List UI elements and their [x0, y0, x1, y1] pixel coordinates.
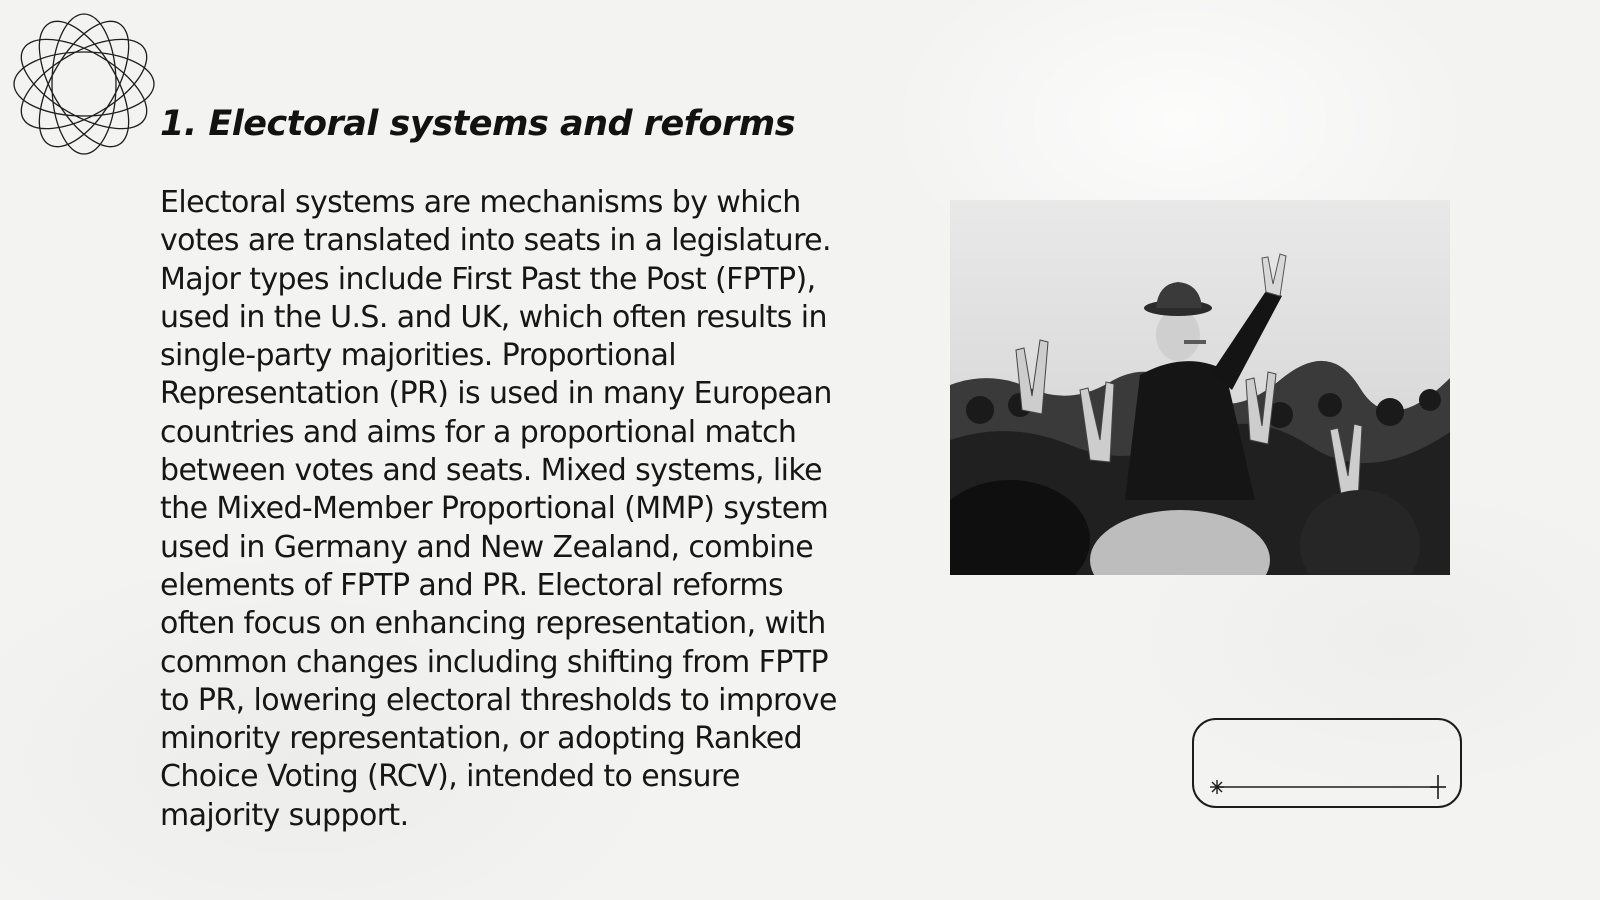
decorative-line: [1210, 772, 1450, 802]
ornament-icon: [10, 10, 158, 158]
sparkle-icon: [1210, 780, 1224, 794]
slide-title: 1. Electoral systems and reforms: [160, 104, 796, 144]
crowd-photo: [950, 200, 1450, 575]
slide-body-text: Electoral systems are mechanisms by which votes are translated into seats in a legislature. Major types include First Past the Post (FPTP), used in the U.S. and UK, which often results in single-party majorities. Proportional Representation (PR) is used in many European countries and aims for a proportional match between votes and seats. Mixed systems, like the Mixed-Member Proportional (MMP) system used in Germany and New Zealand, combine elements of FPTP and PR. Electoral reforms often focus on enhancing representation, with common changes including shifting from FPTP to PR, lowering electoral thresholds to improve minority representation, or adopting Ranked Choice Voting (RCV), intended to ensure majority support.: [160, 185, 837, 833]
cross-star-icon: [1430, 775, 1446, 799]
